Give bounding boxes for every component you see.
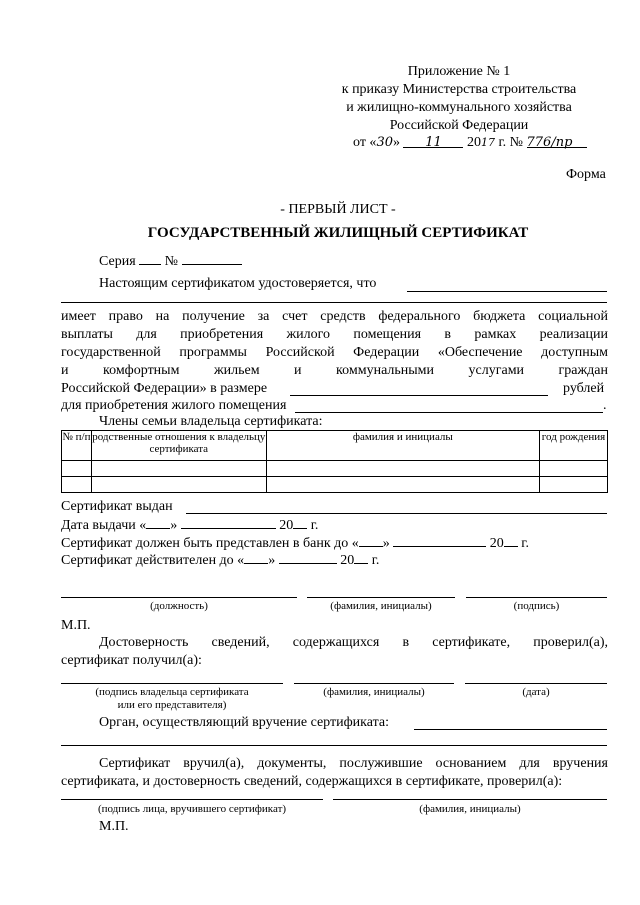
issue-date-line: Дата выдачи « » 20 г. (61, 515, 318, 535)
authority-field-cont[interactable] (61, 745, 607, 746)
body-line-1: имеет право на получение за счет средств федерального бюджета социальной (61, 309, 608, 324)
verify-line-2: сертификат получил(а): (61, 653, 202, 668)
order-number-handwritten: 776/пр (526, 135, 573, 150)
stamp-mark: М.П. (61, 618, 91, 633)
name-caption: (фамилия, инициалы) (330, 600, 432, 612)
housing-field[interactable] (295, 412, 603, 413)
authority-label: Орган, осуществляющий вручение сертификата: (99, 715, 389, 730)
appendix-number: Приложение № 1 (407, 64, 511, 79)
issuer-name-caption: (фамилия, инициалы) (419, 803, 521, 815)
date-month-handwritten: 11 (425, 135, 442, 150)
body-line-6: для приобретения жилого помещения (61, 398, 287, 413)
certify-text: Настоящим сертификатом удостоверяется, что (99, 276, 377, 291)
table-row[interactable] (62, 477, 608, 493)
owner-name-field[interactable] (407, 291, 607, 292)
appendix-order-line: к приказу Министерства строительства (341, 82, 577, 97)
owner-name-caption: (фамилия, инициалы) (323, 686, 425, 698)
handed-line-1: Сертификат вручил(а), документы, послужившие основанием для вручения (99, 756, 608, 771)
appendix-order-line: Российской Федерации (389, 118, 529, 133)
stamp-mark-2: М.П. (99, 819, 129, 834)
rubles-label: рублей (563, 381, 605, 396)
position-field[interactable] (61, 597, 297, 598)
table-header-name: фамилия и инициалы (266, 431, 539, 461)
owner-signature-caption: (подпись владельца сертификата или его представителя) (95, 686, 249, 711)
signature-caption: (подпись) (513, 600, 560, 612)
table-header-relation: родственные отношения к владельцу сертификата (91, 431, 266, 461)
number-field[interactable] (182, 251, 242, 265)
doc-title: ГОСУДАРСТВЕННЫЙ ЖИЛИЩНЫЙ СЕРТИФИКАТ (147, 225, 529, 241)
body-line-3: государственной программы Российской Федерации «Обеспечение доступным (61, 345, 608, 360)
bank-date-line: Сертификат должен быть представлен в банк до « » 20 г. (61, 533, 529, 553)
appendix-date-line: от «30» 11 2017 г. № 776/пр (353, 134, 587, 152)
sheet-title: - ПЕРВЫЙ ЛИСТ - (280, 202, 396, 217)
date-caption: (дата) (522, 686, 550, 698)
date-year-handwritten: 17 (480, 136, 495, 149)
body-line-5: Российской Федерации» в размере (61, 381, 268, 396)
date-day-handwritten: 30 (376, 135, 393, 150)
signature-field[interactable] (466, 597, 607, 598)
date-field[interactable] (465, 683, 607, 684)
name-field[interactable] (307, 597, 455, 598)
valid-date-line: Сертификат действителен до « » 20 г. (61, 550, 379, 570)
appendix-order-line: и жилищно-коммунального хозяйства (346, 100, 572, 115)
table-header-number: № п/п (62, 431, 92, 461)
handed-line-2: сертификата, и достоверность сведений, содержащихся в сертификате, проверил(а): (61, 774, 563, 789)
issuer-signature-field[interactable] (61, 799, 323, 800)
issued-by-label: Сертификат выдан (61, 499, 173, 514)
appendix-header (330, 63, 588, 135)
series-field[interactable] (139, 251, 161, 265)
verify-line-1: Достоверность сведений, содержащихся в сертификате, проверил(а), (99, 635, 608, 650)
form-label: Форма (566, 167, 606, 182)
authority-field[interactable] (414, 729, 607, 730)
family-members-table (61, 430, 608, 493)
issuer-name-field[interactable] (333, 799, 607, 800)
issuer-signature-caption: (подпись лица, вручившего сертификат) (97, 803, 287, 815)
body-line-4: и комфортным жильем и коммунальными услугами граждан (61, 363, 608, 378)
body-line-2: выплаты для приобретения жилого помещения в рамках реализации (61, 327, 608, 342)
owner-signature-field[interactable] (61, 683, 283, 684)
table-row[interactable] (62, 461, 608, 477)
amount-field[interactable] (290, 395, 548, 396)
position-caption: (должность) (150, 600, 208, 612)
issued-by-field[interactable] (186, 513, 607, 514)
series-line: Серия № (99, 251, 242, 271)
table-header-birth-year: год рождения (540, 431, 608, 461)
members-title: Члены семьи владельца сертификата: (99, 414, 323, 429)
owner-name-field-cont[interactable] (61, 302, 607, 303)
owner-name-sign-field[interactable] (294, 683, 454, 684)
